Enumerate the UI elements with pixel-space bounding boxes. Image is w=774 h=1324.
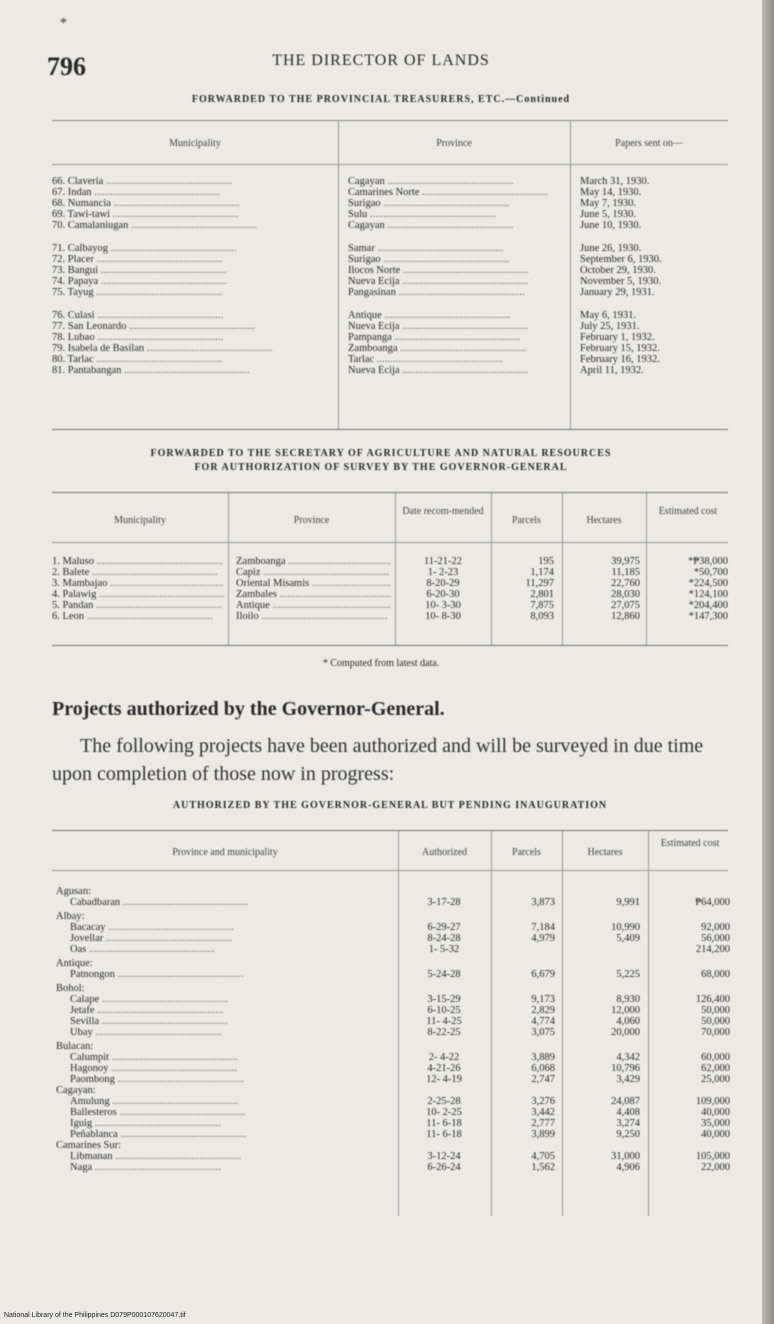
table1-province: Ilocos Norte ..... <box>348 265 564 276</box>
running-head: THE DIRECTOR OF LANDS <box>272 52 490 69</box>
table2-parcels: 195 <box>538 556 554 567</box>
table3-cost: 56,000 <box>701 933 730 944</box>
table1-province: Sulu ..... <box>348 209 564 220</box>
table1-date: July 25, 1931. <box>580 321 640 332</box>
table3-municipality: Ubay ..... <box>70 1027 392 1038</box>
table2-date: 10- 8-30 <box>425 611 461 622</box>
table2-municipality: 6. Leon ..... <box>52 611 224 622</box>
table3-municipality: Calape ..... <box>70 994 392 1005</box>
table1-province: Nueva Ecija ..... <box>348 276 564 287</box>
table3-parcels: 7,184 <box>531 922 555 933</box>
table3-municipality: Patnongon ..... <box>70 969 392 980</box>
table1-municipality: 69. Tawi-tawi ..... <box>52 209 332 220</box>
table2-cost: *50,700 <box>693 567 728 578</box>
table1-municipality: 77. San Leonardo ..... <box>52 321 332 332</box>
table1-province: Cagayan ..... <box>348 220 564 231</box>
table2-header-municipality: Municipality <box>114 515 166 526</box>
table3-authorized: 12- 4-19 <box>426 1074 462 1085</box>
table1-municipality: 79. Isabela de Basilan ..... <box>52 343 332 354</box>
table1-date: June 5, 1930. <box>580 209 636 220</box>
table1-date: February 16, 1932. <box>580 354 660 365</box>
table2-caption-line2: FOR AUTHORIZATION OF SURVEY BY THE GOVERNOR-GENERAL <box>194 462 568 473</box>
table2-cost: *₱38,000 <box>688 556 728 567</box>
table2-cost: *147,300 <box>688 611 728 622</box>
table1-top-rule <box>52 120 728 121</box>
table3-cost: 62,000 <box>701 1063 730 1074</box>
table1-province: Surigao ..... <box>348 198 564 209</box>
table1-municipality: 74. Papaya ..... <box>52 276 332 287</box>
table2-header-parcels: Parcels <box>512 515 541 526</box>
table3-authorized: 5-24-28 <box>427 969 461 980</box>
table1-date: November 5, 1930. <box>580 276 662 287</box>
table3-cost: 126,400 <box>695 994 730 1005</box>
table2-municipality: 1. Maluso ..... <box>52 556 224 567</box>
table3-hectares: 5,225 <box>616 969 640 980</box>
table3-cost: 60,000 <box>701 1052 730 1063</box>
table1-province: Pangasinan ..... <box>348 287 564 298</box>
table2-header-estimated-cost: Estimated cost <box>658 506 718 517</box>
table3-parcels: 6,068 <box>531 1063 555 1074</box>
table2-parcels: 2,801 <box>530 589 554 600</box>
table1-province: Cagayan ..... <box>348 176 564 187</box>
table3-cost: 105,000 <box>695 1151 730 1162</box>
table3-parcels: 6,679 <box>531 969 555 980</box>
table2-hectares: 27,075 <box>611 600 640 611</box>
table2-caption-line1: FORWARDED TO THE SECRETARY OF AGRICULTURE AND NATURAL RESOURCES <box>150 448 612 459</box>
table1-municipality: 67. Indan ..... <box>52 187 332 198</box>
table1-date: October 29, 1930. <box>580 265 656 276</box>
table2-hectares: 12,860 <box>611 611 640 622</box>
table3-hectares: 4,342 <box>616 1052 640 1063</box>
table3-province: Bohol: <box>56 983 85 994</box>
table3-municipality: Ballesteros ..... <box>70 1107 392 1118</box>
table3-parcels: 3,889 <box>531 1052 555 1063</box>
table3-cost: 109,000 <box>695 1096 730 1107</box>
table3-hectares: 3,274 <box>616 1118 640 1129</box>
table3-authorized: 10- 2-25 <box>426 1107 462 1118</box>
table3-authorized: 1- 5-32 <box>428 944 460 955</box>
table2-municipality: 2. Balete ..... <box>52 567 224 578</box>
table3-hectares: 8,930 <box>616 994 640 1005</box>
table3-parcels: 2,777 <box>531 1118 555 1129</box>
table2-header-province: Province <box>293 515 330 526</box>
table2-cost: *204,400 <box>688 600 728 611</box>
table2-province: Zambales ..... <box>236 589 391 600</box>
table3-hectares: 4,906 <box>616 1162 640 1173</box>
table3-hectares: 4,060 <box>616 1016 640 1027</box>
table2-parcels: 8,093 <box>530 611 554 622</box>
table3-authorized: 6-10-25 <box>427 1005 461 1016</box>
table1-municipality: 70. Camalaniugan ..... <box>52 220 332 231</box>
table3-municipality: Iguig ..... <box>70 1118 392 1129</box>
table3-parcels: 9,173 <box>531 994 555 1005</box>
page-mark: * <box>60 16 67 31</box>
table3-parcels: 3,873 <box>531 897 555 908</box>
page-edge <box>762 0 774 1324</box>
table1-caption: FORWARDED TO THE PROVINCIAL TREASURERS, ETC.—Continued <box>191 94 571 105</box>
table1-municipality: 76. Culasi ..... <box>52 310 332 321</box>
table1-province: Pampanga ..... <box>348 332 564 343</box>
table3-authorized: 8-24-28 <box>427 933 461 944</box>
table2-footnote: * Computed from latest data. <box>322 658 440 669</box>
table3-parcels: 2,829 <box>531 1005 555 1016</box>
table3-hectares: 3,429 <box>616 1074 640 1085</box>
table1-municipality: 81. Pantabangan ..... <box>52 365 332 376</box>
table3-parcels: 2,747 <box>531 1074 555 1085</box>
table3-authorized: 6-26-24 <box>427 1162 461 1173</box>
table3-hectares: 12,000 <box>611 1005 640 1016</box>
table3-municipality: Paombong ..... <box>70 1074 392 1085</box>
table3-hectares: 10,796 <box>611 1063 640 1074</box>
table2-hectares: 11,185 <box>611 567 640 578</box>
table3-cost: 40,000 <box>701 1129 730 1140</box>
table3-authorized: 6-29-27 <box>427 922 461 933</box>
table3-parcels: 3,075 <box>531 1027 555 1038</box>
table3-cost: 92,000 <box>701 922 730 933</box>
table3-authorized: 11- 6-18 <box>426 1118 462 1129</box>
table3-hectares: 4,408 <box>616 1107 640 1118</box>
table3-cost: 50,000 <box>701 1005 730 1016</box>
table1-municipality: 80. Tarlac ..... <box>52 354 332 365</box>
table3-municipality: Libmanan ..... <box>70 1151 392 1162</box>
table3-cost: 50,000 <box>701 1016 730 1027</box>
table1-date: June 10, 1930. <box>580 220 642 231</box>
table3-hectares: 9,250 <box>616 1129 640 1140</box>
table1-municipality: 66. Claveria ..... <box>52 176 332 187</box>
table3-municipality: Peñablanca ..... <box>70 1129 392 1140</box>
table3-authorized: 4-21-26 <box>427 1063 461 1074</box>
table3-cost: 68,000 <box>701 969 730 980</box>
table3-municipality: Cabadbaran ..... <box>70 897 392 908</box>
table3-header-parcels: Parcels <box>512 847 541 858</box>
table2-municipality: 3. Mambajao ..... <box>52 578 224 589</box>
table3-hectares: 5,409 <box>616 933 640 944</box>
table2-parcels: 1,174 <box>530 567 554 578</box>
table1-municipality: 75. Tayug ..... <box>52 287 332 298</box>
table3-hectares: 31,000 <box>611 1151 640 1162</box>
table1-header-papers-sent: Papers sent on— <box>615 138 683 149</box>
table3-province: Albay: <box>56 911 85 922</box>
table3-province: Antique: <box>56 958 93 969</box>
table1-municipality: 78. Lubao ..... <box>52 332 332 343</box>
table3-cost: 40,000 <box>701 1107 730 1118</box>
table3-parcels: 1,562 <box>531 1162 555 1173</box>
table3-authorized: 3-15-29 <box>427 994 461 1005</box>
table1-date: February 1, 1932. <box>580 332 655 343</box>
page-number: 796 <box>47 52 86 81</box>
table2-parcels: 11,297 <box>525 578 554 589</box>
table3-caption: AUTHORIZED BY THE GOVERNOR-GENERAL BUT PENDING INAUGURATION <box>172 800 608 811</box>
table3-cost: 214,200 <box>695 944 730 955</box>
table2-hectares: 22,760 <box>611 578 640 589</box>
table1-municipality: 68. Numancia ..... <box>52 198 332 209</box>
table3-header-authorized: Authorized <box>422 847 467 858</box>
table2-province: Oriental Misamis ..... <box>236 578 391 589</box>
table1-province: Antique ..... <box>348 310 564 321</box>
table3-cost: ₱64,000 <box>695 897 730 908</box>
table3-cost: 70,000 <box>701 1027 730 1038</box>
table2-date: 8-20-29 <box>426 578 460 589</box>
table1-date: May 14, 1930. <box>580 187 642 198</box>
table1-date: March 31, 1930. <box>580 176 650 187</box>
table1-province: Nueva Ecija ..... <box>348 365 564 376</box>
table3-parcels: 4,979 <box>531 933 555 944</box>
table3-parcels: 4,705 <box>531 1151 555 1162</box>
table3-authorized: 2-25-28 <box>427 1096 461 1107</box>
table1-province: Tarlac ..... <box>348 354 564 365</box>
table3-hectares: 24,087 <box>611 1096 640 1107</box>
table1-date: May 7, 1930. <box>580 198 636 209</box>
table3-municipality: Amulung ..... <box>70 1096 392 1107</box>
table3-hectares: 10,990 <box>611 922 640 933</box>
table3-municipality: Jetafe ..... <box>70 1005 392 1016</box>
table1-province: Nueva Ecija ..... <box>348 321 564 332</box>
table2-parcels: 7,875 <box>530 600 554 611</box>
table3-cost: 22,000 <box>701 1162 730 1173</box>
table3-authorized: 11- 6-18 <box>426 1129 462 1140</box>
table2-cost: *224,500 <box>688 578 728 589</box>
table1-province: Camarines Norte ..... <box>348 187 564 198</box>
table3-header-province-municipality: Province and municipality <box>172 847 278 858</box>
table1-date: September 6, 1930. <box>580 254 662 265</box>
table2-province: Antique ..... <box>236 600 391 611</box>
table3-municipality: Bacacay ..... <box>70 922 392 933</box>
table2-date: 11-21-22 <box>423 556 463 567</box>
table3-municipality: Calumpit ..... <box>70 1052 392 1063</box>
table2-hectares: 39,975 <box>611 556 640 567</box>
table2-province: Capiz ..... <box>236 567 391 578</box>
table3-province: Cagayan: <box>56 1085 96 1096</box>
table2-date: 10- 3-30 <box>425 600 461 611</box>
table3-cost: 25,000 <box>701 1074 730 1085</box>
table1-province: Samar ..... <box>348 243 564 254</box>
table3-municipality: Jovellar ..... <box>70 933 392 944</box>
section-paragraph: The following projects have been authorized and will be surveyed in due time upon completion of those now in progress: <box>52 735 704 785</box>
table2-header-date: Date recom-mended <box>402 506 484 517</box>
table1-header-province: Province <box>436 138 472 149</box>
table1-date: May 6, 1931. <box>580 310 636 321</box>
table3-parcels: 3,899 <box>531 1129 555 1140</box>
table2-province: Zamboanga ..... <box>236 556 391 567</box>
table3-authorized: 3-12-24 <box>427 1151 461 1162</box>
table3-hectares: 9,991 <box>616 897 640 908</box>
table3-header-hectares: Hectares <box>587 847 623 858</box>
table3-hectares: 20,000 <box>611 1027 640 1038</box>
table3-authorized: 8-22-25 <box>427 1027 461 1038</box>
table2-province: Iloilo ..... <box>236 611 391 622</box>
table1-province: Surigao ..... <box>348 254 564 265</box>
table3-parcels: 3,276 <box>531 1096 555 1107</box>
table1-date: January 29, 1931. <box>580 287 655 298</box>
table3-authorized: 2- 4-22 <box>428 1052 460 1063</box>
table3-province: Camarines Sur: <box>56 1140 122 1151</box>
table3-municipality: Hagonoy ..... <box>70 1063 392 1074</box>
table2-hectares: 28,030 <box>611 589 640 600</box>
table3-header-estimated-cost: Estimated cost <box>660 838 720 849</box>
table3-parcels: 3,442 <box>531 1107 555 1118</box>
table1-date: April 11, 1932. <box>580 365 644 376</box>
table2-municipality: 5. Pandan ..... <box>52 600 224 611</box>
table3-authorized: 3-17-28 <box>427 897 461 908</box>
table1-province: Zamboanga ..... <box>348 343 564 354</box>
table3-province: Agusan: <box>56 886 91 897</box>
table3-parcels: 4,774 <box>531 1016 555 1027</box>
table2-cost: *124,100 <box>688 589 728 600</box>
table1-municipality: 73. Bangui ..... <box>52 265 332 276</box>
table1-header-municipality: Municipality <box>169 138 221 149</box>
table3-municipality: Naga ..... <box>70 1162 392 1173</box>
table3-province: Bulacan: <box>56 1041 94 1052</box>
table2-header-hectares: Hectares <box>586 515 622 526</box>
section-heading: Projects authorized by the Governor-General. <box>52 698 445 720</box>
table3-municipality: Sevilla ..... <box>70 1016 392 1027</box>
table1-municipality: 71. Calbayog ..... <box>52 243 332 254</box>
table1-date: June 26, 1930. <box>580 243 642 254</box>
table3-municipality: Oas ..... <box>70 944 392 955</box>
table2-municipality: 4. Palawig ..... <box>52 589 224 600</box>
table1-municipality: 72. Placer ..... <box>52 254 332 265</box>
scan-credit: National Library of the Philippines D079P000107620047.tif <box>4 1312 186 1319</box>
table3-cost: 35,000 <box>701 1118 730 1129</box>
table2-date: 1- 2-23 <box>427 567 459 578</box>
table1-date: February 15, 1932. <box>580 343 660 354</box>
table3-authorized: 11- 4-25 <box>426 1016 462 1027</box>
table2-date: 6-20-30 <box>426 589 460 600</box>
